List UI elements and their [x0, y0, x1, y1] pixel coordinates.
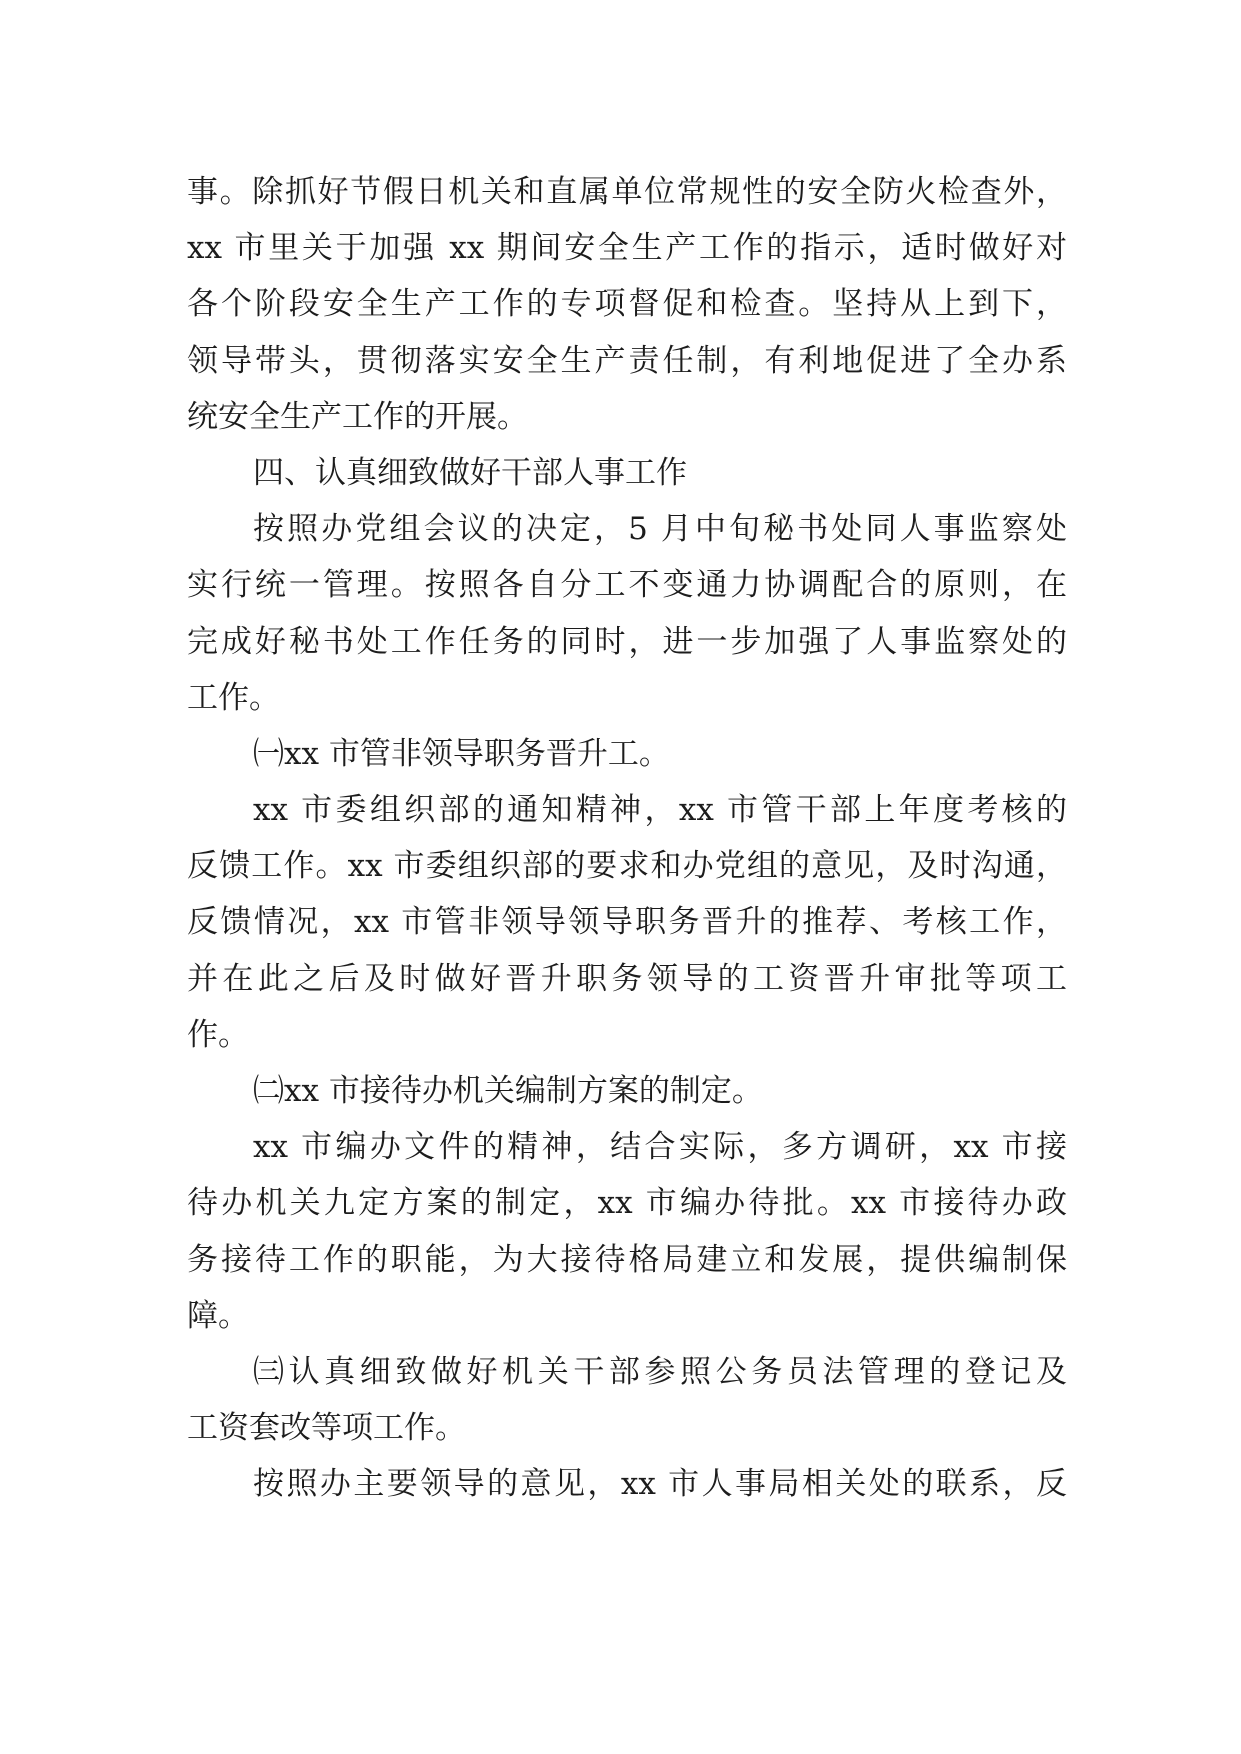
text-line: 事。除抓好节假日机关和直属单位常规性的安全防火检查外， — [187, 174, 1067, 210]
text-line: 工作。 — [187, 679, 280, 716]
text-line: 反馈情况，xx 市管非领导领导职务晋升的推荐、考核工作， — [187, 904, 1067, 941]
text-line: 统安全生产工作的开展。 — [187, 398, 528, 435]
text-line: xx 市委组织部的通知精神，xx 市管干部上年度考核的 — [253, 792, 1067, 829]
text-line: 务接待工作的职能，为大接待格局建立和发展，提供编制保 — [187, 1241, 1067, 1278]
section-heading: 四、认真细致做好干部人事工作 — [253, 454, 687, 491]
text-line: xx 市编办文件的精神，结合实际，多方调研，xx 市接 — [253, 1129, 1067, 1166]
text-line: xx 市里关于加强 xx 期间安全生产工作的指示，适时做好对 — [187, 230, 1067, 267]
subsection-heading: ㈢认真细致做好机关干部参照公务员法管理的登记及 — [253, 1353, 1067, 1390]
subsection-heading: ㈠xx 市管非领导职务晋升工。 — [253, 735, 670, 772]
text-line: 反馈工作。xx 市委组织部的要求和办党组的意见，及时沟通， — [187, 848, 1067, 885]
text-line: 并在此之后及时做好晋升职务领导的工资晋升审批等项工 — [187, 960, 1067, 997]
document-body — [187, 164, 1067, 1513]
text-line: 障。 — [187, 1297, 249, 1334]
text-line: 工资套改等项工作。 — [187, 1410, 466, 1447]
text-line: 实行统一管理。按照各自分工不变通力协调配合的原则，在 — [187, 567, 1067, 604]
text-line: 各个阶段安全生产工作的专项督促和检查。坚持从上到下， — [187, 286, 1067, 323]
text-line: 按照办党组会议的决定，5 月中旬秘书处同人事监察处 — [253, 511, 1067, 548]
text-line: 按照办主要领导的意见，xx 市人事局相关处的联系，反 — [253, 1466, 1067, 1503]
text-line: 完成好秘书处工作任务的同时，进一步加强了人事监察处的 — [187, 623, 1067, 660]
text-line: 待办机关九定方案的制定，xx 市编办待批。xx 市接待办政 — [187, 1185, 1067, 1222]
text-line: 领导带头，贯彻落实安全生产责任制，有利地促进了全办系 — [187, 342, 1067, 379]
subsection-heading: ㈡xx 市接待办机关编制方案的制定。 — [253, 1073, 763, 1109]
text-line: 作。 — [187, 1016, 249, 1053]
